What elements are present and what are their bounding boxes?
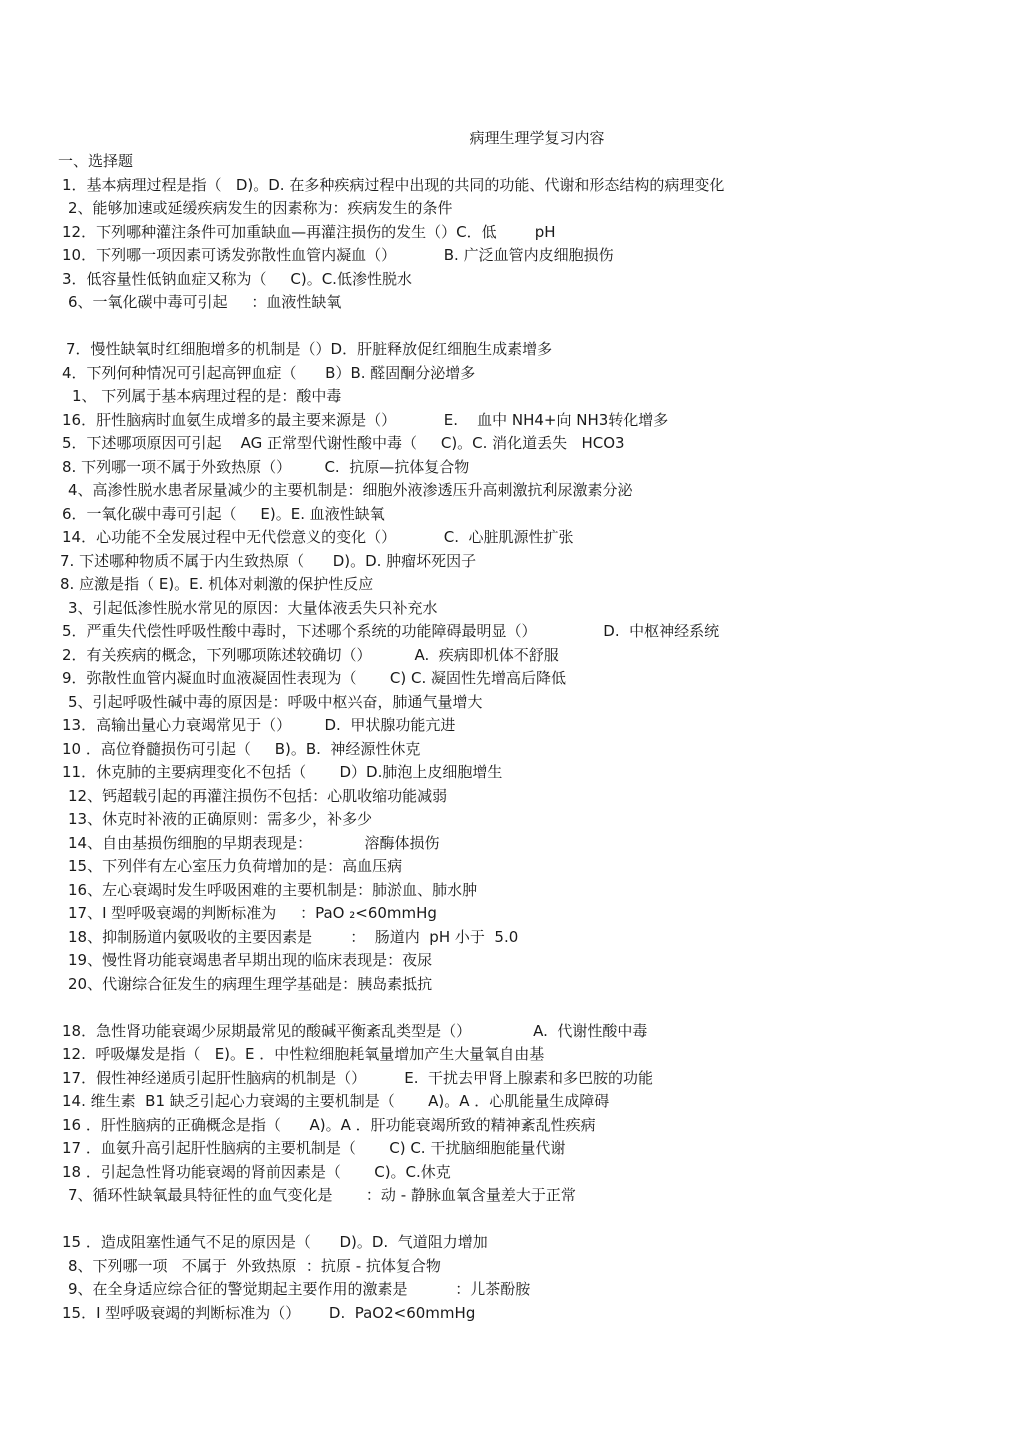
question-line xyxy=(58,1161,998,1185)
page-title: 病理生理学复习内容 xyxy=(469,129,605,147)
question-text: 18、抑制肠道内氨吸收的主要因素是 ： 肠道内 pH 小于 5.0 xyxy=(68,927,519,946)
question-text: 18．急性肾功能衰竭少尿期最常见的酸碱平衡紊乱类型是（） A. 代谢性酸中毒 xyxy=(62,1021,648,1040)
question-text: 11．休克肺的主要病理变化不包括（ D）D.肺泡上皮细胞增生 xyxy=(62,763,503,781)
question-line xyxy=(58,338,998,362)
question-text: 1、 下列属于基本病理过程的是：酸中毒 xyxy=(72,387,342,405)
question-text: 14. 维生素 B1 缺乏引起心力衰竭的主要机制是（ A)。A ．心肌能量生成障碍 xyxy=(62,1092,610,1110)
question-text: 4、高渗性脱水患者尿量减少的主要机制是：细胞外液渗透压升高刺激抗利尿激素分泌 xyxy=(68,481,633,499)
question-text: 10．下列哪一项因素可诱发弥散性血管内凝血（） B. 广泛血管内皮细胞损伤 xyxy=(62,246,614,264)
question-line xyxy=(58,1278,998,1302)
question-line xyxy=(58,385,998,409)
question-text: 15．Ⅰ 型呼吸衰竭的判断标准为（） D. PaO2<60mmHg xyxy=(62,1303,476,1322)
question-line xyxy=(58,785,998,809)
question-text: 8. 下列哪一项不属于外致热原（） C. 抗原—抗体复合物 xyxy=(62,457,470,476)
question-text: 6、一氧化碳中毒可引起 ：血液性缺氧 xyxy=(68,293,342,311)
question-line xyxy=(58,362,998,386)
question-text: 12．下列哪种灌注条件可加重缺血—再灌注损伤的发生（）C．低 pH xyxy=(62,222,556,241)
question-text: 3、引起低渗性脱水常见的原因：大量体液丢失只补充水 xyxy=(68,598,438,617)
question-text: 5．严重失代偿性呼吸性酸中毒时，下述哪个系统的功能障碍最明显（） D. 中枢神经系统 xyxy=(62,622,720,640)
question-text: 16 ．肝性脑病的正确概念是指（ A)。A ．肝功能衰竭所致的精神紊乱性疾病 xyxy=(62,1115,596,1134)
question-text: 2、能够加速或延缓疾病发生的因素称为：疾病发生的条件 xyxy=(68,199,453,217)
blank-line xyxy=(58,1208,998,1232)
question-line xyxy=(58,503,998,527)
question-text: 8、下列哪一项 不属于 外致热原 ：抗原 - 抗体复合物 xyxy=(68,1256,441,1275)
question-text: 8. 应激是指（ E)。E. 机体对刺激的保护性反应 xyxy=(60,575,374,593)
question-line xyxy=(58,1255,998,1279)
question-line xyxy=(58,432,998,456)
question-text: 12、钙超载引起的再灌注损伤不包括：心肌收缩功能减弱 xyxy=(68,786,448,805)
question-text: 一、选择题 xyxy=(58,152,134,170)
question-line xyxy=(58,526,998,550)
question-text: 12. 呼吸爆发是指（ E)。E ．中性粒细胞耗氧量增加产生大量氧自由基 xyxy=(62,1045,545,1063)
question-line xyxy=(58,597,998,621)
question-line xyxy=(58,174,998,198)
question-line xyxy=(58,620,998,644)
question-text: 15、下列伴有左心室压力负荷增加的是：高血压病 xyxy=(68,857,403,875)
question-line xyxy=(58,244,998,268)
question-line xyxy=(58,150,998,174)
question-line xyxy=(58,879,998,903)
question-text: 13．高输出量心力衰竭常见于（） D. 甲状腺功能亢进 xyxy=(62,716,456,734)
question-line xyxy=(58,1043,998,1067)
question-text: 15 ．造成阻塞性通气不足的原因是（ D)。D. 气道阻力增加 xyxy=(62,1233,488,1251)
blank-line xyxy=(58,996,998,1020)
question-line xyxy=(58,1067,998,1091)
question-line xyxy=(58,1020,998,1044)
question-line xyxy=(58,691,998,715)
question-line xyxy=(58,456,998,480)
question-text: 13、休克时补液的正确原则：需多少，补多少 xyxy=(68,810,373,828)
question-text: 10 ．高位脊髓损伤可引起（ B)。B. 神经源性休克 xyxy=(62,739,421,758)
question-text: 2．有关疾病的概念，下列哪项陈述较确切（） A. 疾病即机体不舒服 xyxy=(62,645,559,664)
question-line xyxy=(58,667,998,691)
question-line xyxy=(58,1114,998,1138)
question-text: 7、循环性缺氧最具特征性的血气变化是 ：动 - 静脉血氧含量差大于正常 xyxy=(68,1186,576,1204)
question-list xyxy=(58,150,998,1325)
question-line xyxy=(58,1137,998,1161)
question-line xyxy=(58,902,998,926)
question-line xyxy=(58,761,998,785)
question-line xyxy=(58,855,998,879)
question-line xyxy=(58,550,998,574)
question-line xyxy=(58,714,998,738)
question-line xyxy=(58,479,998,503)
question-line xyxy=(58,808,998,832)
question-text: 14、自由基损伤细胞的早期表现是： 溶酶体损伤 xyxy=(68,833,440,852)
question-line xyxy=(58,573,998,597)
question-text: 7. 下述哪种物质不属于内生致热原（ D)。D. 肿瘤坏死因子 xyxy=(60,551,477,570)
question-line xyxy=(58,197,998,221)
question-line xyxy=(58,221,998,245)
question-text: 4．下列何种情况可引起高钾血症（ B）B. 醛固酮分泌增多 xyxy=(62,363,476,382)
question-text: 5、引起呼吸性碱中毒的原因是：呼吸中枢兴奋，肺通气量增大 xyxy=(68,692,483,711)
question-line xyxy=(58,1184,998,1208)
question-line xyxy=(58,973,998,997)
question-line xyxy=(58,409,998,433)
question-text: 17、Ⅰ 型呼吸衰竭的判断标准为 ：PaO ₂<60mmHg xyxy=(68,904,437,922)
question-text: 20、代谢综合征发生的病理生理学基础是：胰岛素抵抗 xyxy=(68,974,433,993)
question-text: 16．肝性脑病时血氨生成增多的最主要来源是（） E. 血中 NH4+向 NH3转化增多 xyxy=(62,410,669,429)
question-text: 16、左心衰竭时发生呼吸困难的主要机制是：肺淤血、肺水肿 xyxy=(68,880,478,899)
question-line xyxy=(58,644,998,668)
question-line xyxy=(58,268,998,292)
question-line xyxy=(58,1090,998,1114)
question-line xyxy=(58,926,998,950)
question-text: 17．假性神经递质引起肝性脑病的机制是（） E. 干扰去甲肾上腺素和多巴胺的功能 xyxy=(62,1068,654,1087)
question-line xyxy=(58,738,998,762)
question-text: 9、在全身适应综合征的警觉期起主要作用的激素是 ：儿茶酚胺 xyxy=(68,1280,531,1298)
question-text: 14．心功能不全发展过程中无代偿意义的变化（） C. 心脏肌源性扩张 xyxy=(62,528,574,546)
question-text: 17 ．血氨升高引起肝性脑病的主要机制是（ C) C. 干扰脑细胞能量代谢 xyxy=(62,1139,566,1157)
question-line xyxy=(58,291,998,315)
question-text: 6．一氧化碳中毒可引起（ E)。E. 血液性缺氧 xyxy=(62,504,385,523)
question-line xyxy=(58,1302,998,1326)
question-text: 5．下述哪项原因可引起 AG 正常型代谢性酸中毒（ C)。C. 消化道丢失 HCO3 xyxy=(62,434,625,452)
question-text: 7．慢性缺氧时红细胞增多的机制是（）D．肝脏释放促红细胞生成素增多 xyxy=(66,340,553,358)
question-line xyxy=(58,949,998,973)
question-text: 18 ．引起急性肾功能衰竭的肾前因素是（ C)。C.休克 xyxy=(62,1162,451,1181)
question-text: 19、慢性肾功能衰竭患者早期出现的临床表现是：夜尿 xyxy=(68,951,433,969)
question-text: 1．基本病理过程是指（ D)。D. 在多种疾病过程中出现的共同的功能、代谢和形态结构的病理变化 xyxy=(62,175,725,194)
blank-line xyxy=(58,315,998,339)
question-text: 9．弥散性血管内凝血时血液凝固性表现为（ C) C. 凝固性先增高后降低 xyxy=(62,669,567,687)
question-line xyxy=(58,1231,998,1255)
question-line xyxy=(58,832,998,856)
question-text: 3．低容量性低钠血症又称为（ C)。C.低渗性脱水 xyxy=(62,269,412,288)
